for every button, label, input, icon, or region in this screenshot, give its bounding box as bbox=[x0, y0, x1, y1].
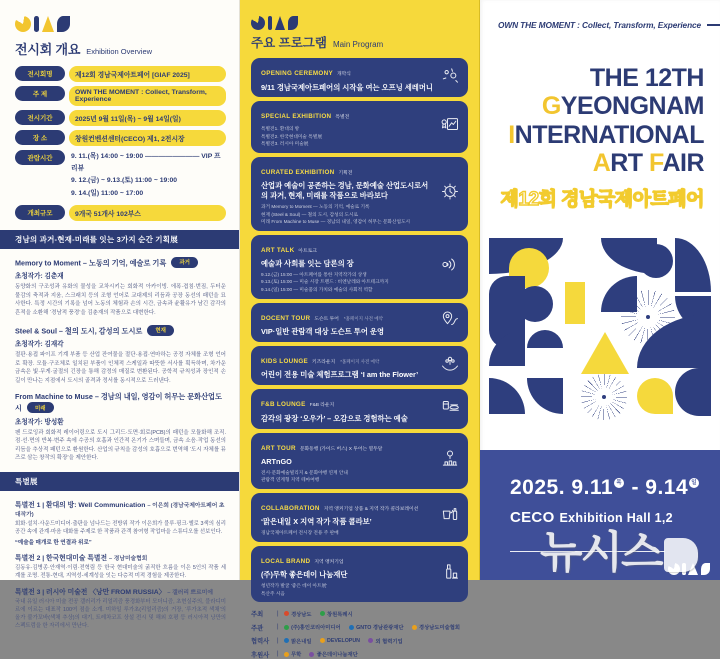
program-detail-lines bbox=[261, 582, 434, 597]
program-card bbox=[251, 157, 468, 231]
confetti-icon bbox=[440, 65, 460, 90]
sponsor-name: 경상남도 bbox=[291, 611, 312, 618]
logo-glyph bbox=[668, 563, 680, 575]
info-value-lines bbox=[69, 150, 226, 201]
special-section bbox=[15, 552, 226, 580]
program-title-en: DOCENT TOUR bbox=[261, 314, 311, 322]
sponsor-row: 협력사 | 맑은내일 DEVELOPUN 외 협력기업 bbox=[251, 637, 403, 646]
program-title-kr: 아트토크 bbox=[298, 248, 317, 254]
special-section bbox=[15, 586, 226, 630]
info-label: 장 소 bbox=[15, 130, 65, 145]
program-subtitle: Main Program bbox=[332, 40, 384, 49]
special-body: 국내 유일 러시아 미술 전공 갤러리가 리얼리즘 풍경화부터 모더니즘, 초현실주의, 블라디미르에 이르는 대표작 100여 점을 소개. 미하일 루가초(리얼리즘)의 거장, ‘루가초적 색채’의 올가 불가꼬바(색채 추상)의 대기, 트레차코프 상설 전시 및 해외 호평 등 러시아적 낭만의 스펙트럼을 한 자리에서 만난다. bbox=[15, 599, 226, 630]
program-note: *홈페이지 사전 예약 bbox=[340, 358, 380, 364]
special-sections bbox=[15, 499, 226, 631]
divider-line bbox=[510, 551, 665, 552]
info-label: 개최규모 bbox=[15, 205, 65, 220]
program-title-en: CURATED EXHIBITION bbox=[261, 168, 335, 176]
sponsor-name: DEVELOPUN bbox=[327, 637, 360, 644]
program-detail-line: 9.13.(토) 15:00 — 미술 시장 트렌드 : 비엔날레와 아트테크까지 bbox=[261, 279, 389, 285]
program-detail-lines bbox=[261, 203, 434, 226]
info-label: 관람시간 bbox=[15, 150, 65, 165]
program-detail-line: 청년작가 발굴 ‘좋은 데이 아트展’ bbox=[261, 583, 328, 589]
program-detail-lines bbox=[261, 529, 434, 537]
section-artist: 초청작가: 김춘재 bbox=[15, 273, 64, 281]
sponsor-logo-icon bbox=[320, 611, 325, 616]
sponsor-row: 주관 | (주)홍인코리아미디어 GNTO 경남관광재단 경상남도미술협회 bbox=[251, 624, 460, 632]
special-body: 회화·설치·사운드미디어·출판을 넘나드는 전방위 작가 이은희가 블루·핑크·옐로 3색의 심리 공간 속에 관계·마음 대화를 주제로 한 작품과 관객 참여형 작업마을 스튜디오를 선보인다. bbox=[15, 520, 226, 535]
program-card-header bbox=[261, 105, 434, 123]
special-speaker: – 경남미술협회 bbox=[108, 555, 148, 562]
program-title-kr: 지역 앵커기업 bbox=[314, 559, 344, 565]
info-row bbox=[15, 205, 226, 221]
special-body: 김동유·김병종·안재역·이림·전혁림 등 한국 현대미술의 굵직한 흐름을 이은 5인의 작품 세계를 조명. 전통-현대, 지역성-세계성을 잇는 다층적 미적 경험을 제공한다. bbox=[15, 564, 226, 579]
logo-glyph bbox=[251, 16, 265, 30]
program-title-kr: F&B 라운지 bbox=[309, 403, 335, 409]
giaf-logo bbox=[668, 557, 710, 570]
tagline bbox=[498, 20, 720, 30]
venue-name: CECO bbox=[510, 509, 555, 526]
program-card bbox=[251, 389, 468, 428]
sponsor-name: GNTO 경남관광재단 bbox=[356, 625, 404, 632]
section-artist: 초청작가: 김재각 bbox=[15, 341, 64, 348]
special-speaker: – 이은희 (경남국제아트페어 초대작가) bbox=[15, 502, 225, 518]
section-title: Steel & Soul – 철의 도시, 감성의 도시로 현재 bbox=[15, 325, 226, 337]
program-main-text: ‘맑은내일 X 지역 작가 작품 콜라보’ bbox=[261, 517, 372, 527]
info-label: 전시회명 bbox=[15, 66, 65, 81]
section-badge: 미래 bbox=[27, 402, 54, 413]
info-value-line: 9. 11.(목) 14:00 ~ 19:00 ―――――――― VIP 프리뷰 bbox=[71, 153, 221, 173]
logo-glyph bbox=[268, 16, 272, 30]
fair-title-segment: G bbox=[541, 92, 561, 121]
program-detail-line: 특산주 시음 bbox=[261, 590, 285, 596]
program-main-text: ARTnGO bbox=[261, 457, 292, 467]
curated-section bbox=[15, 325, 226, 386]
program-main-text: 9/11 경남국제아트페어의 시작을 여는 오프닝 세레머니 bbox=[261, 82, 433, 92]
section-artist: 초청작가: 방성환 bbox=[15, 418, 64, 426]
sponsor-name: 맑은내일 bbox=[291, 638, 312, 645]
program-card bbox=[251, 58, 468, 97]
sponsor-name: 창원특례시 bbox=[327, 611, 353, 618]
fair-title-segment: AIR bbox=[662, 148, 704, 177]
section-title: From Machine to Muse – 경남의 내일, 영감이 허무는 문화산업도시 미래 bbox=[15, 392, 222, 413]
program-title-kr: 키즈라운지 bbox=[312, 359, 336, 365]
sponsor-logo-icon bbox=[320, 638, 325, 643]
curated-sections bbox=[15, 257, 226, 463]
logo-glyph bbox=[288, 16, 299, 30]
program-detail-line: 관람객 연계형 지역 테마여행 bbox=[261, 477, 320, 483]
medal-frame-icon bbox=[440, 115, 460, 140]
day-badge-thu: 목 bbox=[614, 478, 624, 488]
info-row bbox=[15, 66, 226, 82]
program-card bbox=[251, 433, 468, 489]
day-badge-sun: 일 bbox=[689, 478, 699, 488]
logo-glyph bbox=[15, 16, 31, 32]
program-title-kr: 기획전 bbox=[338, 170, 353, 176]
panel-cover bbox=[480, 0, 720, 580]
logo-glyph bbox=[57, 16, 69, 32]
program-detail-line: 미래 From Machine to Muse — 경남의 내일, 영감이 허무는 문화산업도시 bbox=[261, 219, 411, 225]
program-detail-line: 특별전2. 한국현대미술 특별展 bbox=[261, 133, 323, 139]
fair-title-line bbox=[480, 64, 704, 92]
sponsor-items bbox=[284, 623, 460, 631]
sponsor-role-label: 주최 bbox=[251, 611, 264, 619]
sponsor-logo bbox=[368, 637, 403, 645]
program-card-header bbox=[261, 393, 434, 411]
overview-title: 전시회 개요 bbox=[15, 42, 81, 57]
sponsor-logo-icon bbox=[309, 652, 314, 657]
sponsor-logo-icon bbox=[284, 638, 289, 643]
sponsor-logo-icon bbox=[284, 611, 289, 616]
date-prefix: 2025. 9.11 bbox=[510, 476, 614, 499]
program-title-en: COLLABORATION bbox=[261, 504, 320, 512]
sponsor-items bbox=[284, 610, 353, 618]
program-detail-line: 과거 Memory to Moment — 노동의 기억, 예술로 기록 bbox=[261, 204, 370, 210]
program-card bbox=[251, 546, 468, 602]
fair-title-segment: RT bbox=[610, 148, 650, 177]
section-body: 펜 드로잉과 회화적 레이어링으로 도시 그리드·도면·회로(PCB)의 패턴을 모듈화해 조직. 점·선·면의 반복·변주 속에 수공의 호흡과 인간적 온기가 스며들며, 금속 소음·작업 동선의 리듬을 추상적 패턴으로 환원한다. 산업의 규칙을 감성의 호흡으로 번역해 ‘도시 자체를 뮤즈로 삼는 창작의 확장’을 제안한다. bbox=[15, 429, 226, 462]
program-title: 주요 프로그램 bbox=[251, 36, 327, 50]
venue-detail: Exhibition Hall 1,2 bbox=[559, 511, 673, 525]
fair-dates bbox=[510, 476, 720, 500]
venue bbox=[510, 509, 720, 527]
cup-bottle-icon bbox=[440, 505, 460, 530]
program-main-text: 산업과 예술이 공존하는 경남, 문화예술 산업도시로서의 과거, 현재, 미래를 작품으로 바라보다 bbox=[261, 181, 429, 201]
logo-glyph bbox=[682, 563, 686, 575]
program-header bbox=[251, 33, 468, 51]
special-banner: 특별展 bbox=[0, 472, 239, 491]
program-card-header bbox=[261, 437, 434, 455]
program-card-header bbox=[261, 161, 434, 179]
fair-title-segment: THE 12TH bbox=[589, 64, 704, 92]
program-card-header bbox=[261, 350, 434, 368]
sponsor-logo bbox=[284, 623, 341, 631]
info-value: 제12회 경남국제아트페어 [GIAF 2025] bbox=[69, 66, 226, 82]
program-title-en: LOCAL BRAND bbox=[261, 557, 311, 565]
sponsor-name: 외 협력기업 bbox=[375, 638, 403, 645]
program-detail-line: 특별전1. 환대의 방 bbox=[261, 126, 300, 132]
info-value: 창원컨벤션센터(CECO) 제1, 2전시장 bbox=[69, 130, 226, 146]
sponsor-logo bbox=[284, 637, 312, 645]
program-detail-lines bbox=[261, 271, 434, 294]
sponsor-logo bbox=[309, 650, 357, 658]
sponsor-logo bbox=[320, 610, 353, 618]
sponsor-logo bbox=[412, 623, 460, 631]
panel-exhibition-overview bbox=[0, 0, 240, 630]
overview-header bbox=[15, 39, 226, 58]
curated-section bbox=[15, 392, 226, 463]
program-card-header bbox=[261, 497, 434, 515]
sponsor-items bbox=[284, 637, 403, 645]
special-title: 특별전 1 | 환대의 방: Well Communication – 이은희 (경남국제아트페어 초대작가) bbox=[15, 501, 225, 518]
sponsor-logo-icon bbox=[368, 638, 373, 643]
program-detail-line: 특별전3. 러시아 미술展 bbox=[261, 141, 309, 147]
sponsor-name: (주)홍인코리아미디어 bbox=[291, 625, 341, 632]
sponsor-logo-icon bbox=[349, 625, 354, 630]
program-main-text: (주)무학 좋은데이 나눔재단 bbox=[261, 570, 348, 580]
program-card-header bbox=[261, 62, 434, 80]
logo-glyph bbox=[34, 16, 39, 32]
fair-title-segment: NTERNATIONAL bbox=[514, 120, 704, 149]
sponsor-name: 경상남도미술협회 bbox=[419, 625, 460, 632]
sponsor-logo bbox=[349, 623, 404, 631]
program-card-header bbox=[261, 550, 434, 568]
fair-title bbox=[480, 64, 720, 177]
special-title: 특별전 2 | 한국현대미술 특별전 – 경남미술협회 bbox=[15, 554, 148, 562]
speech-icon bbox=[440, 254, 460, 279]
sponsor-items bbox=[284, 650, 358, 658]
program-note: *홈페이지 사전 예약 bbox=[343, 315, 383, 321]
program-card-list bbox=[251, 58, 468, 602]
program-main-text: 예술과 사회를 잇는 담론의 장 bbox=[261, 259, 354, 269]
info-label: 전시기간 bbox=[15, 110, 65, 125]
special-quote: “예술을 매개로 한 연결과 위로” bbox=[15, 539, 92, 546]
special-title: 특별전 3 | 러시아 미술전 〈낭만 FROM RUSSIA〉 – 갤러리 쁘르미에 bbox=[15, 589, 213, 597]
sponsor-logo-icon bbox=[284, 652, 289, 657]
program-title-en: ART TOUR bbox=[261, 444, 296, 452]
program-detail-lines bbox=[261, 469, 434, 484]
logo-glyph bbox=[275, 16, 285, 30]
program-card-header bbox=[261, 239, 434, 257]
panel-main-program bbox=[240, 0, 480, 659]
fair-title-line bbox=[480, 149, 704, 177]
program-detail-lines bbox=[261, 125, 434, 148]
program-title-kr: 특별전 bbox=[335, 115, 350, 121]
food-drink-icon bbox=[440, 396, 460, 421]
info-value-line: 9. 12.(금) ~ 9.13.(토) 11:00 ~ 19:00 bbox=[71, 177, 178, 185]
overview-subtitle: Exhibition Overview bbox=[86, 47, 153, 56]
curated-banner: 경남의 과거-현재-미래를 잇는 3가지 순간 기획展 bbox=[0, 230, 239, 249]
sponsor-name: 무학 bbox=[291, 652, 302, 659]
program-card-header bbox=[261, 307, 434, 325]
program-title-en: SPECIAL EXHIBITION bbox=[261, 113, 332, 121]
program-main-text: VIP·일반 관람객 대상 도슨트 투어 운영 bbox=[261, 327, 385, 337]
giaf-logo bbox=[251, 12, 468, 27]
program-main-text: 감각의 광장 ‘오우가’ – 오감으로 경험하는 예술 bbox=[261, 413, 408, 423]
program-title-en: KIDS LOUNGE bbox=[261, 357, 309, 365]
info-value: OWN THE MOMENT : Collect, Transform, Experience bbox=[69, 86, 226, 106]
section-title: Memory to Moment – 노동의 기억, 예술로 기록 과거 bbox=[15, 257, 226, 269]
fair-title-korean: 제12회 경남국제아트페어 bbox=[500, 189, 704, 210]
newsis-watermark-text: 뉴시스 bbox=[540, 528, 662, 577]
sponsor-logo-icon bbox=[412, 625, 417, 630]
program-detail-line: 전시·문화예술빌리지 & 문화야행 연계 안내 bbox=[261, 469, 348, 475]
info-row bbox=[15, 130, 226, 146]
curated-section bbox=[15, 257, 226, 318]
giaf-logo bbox=[15, 14, 226, 31]
logo-glyph bbox=[688, 563, 698, 575]
fair-title-segment: YEONGNAM bbox=[560, 92, 704, 121]
program-detail-line: 경남국제아트페어 전시장 전용 주 판매 bbox=[261, 530, 339, 536]
program-detail-line: 9.12.(금) 15:00 — 아트페어를 통한 지역작가의 상생 bbox=[261, 271, 367, 277]
section-body: 동양화의 구조성과 유화의 물성을 교차시키는 회화적 아카이빙. 에폭·겹침·번짐, 두터운 물감의 축적과 지움, 스크래치 등의 조형 언어로 교대제의 리듬과 공장 동선의 패턴을 묘사한다. 특정 시간의 기록을 넘어 노동의 체험과 손의 시간, 금속과 윤활유가 남긴 감각의 흔적을 소환해 ‘경남적 풍경’을 김춘재의 작품으로 대변한다. bbox=[15, 284, 226, 316]
program-title-kr: 지역 앵커기업 상품 & 지역 작가 콜라보레이션 bbox=[323, 506, 419, 512]
sponsor-row: 주최 | 경상남도 창원특례시 bbox=[251, 610, 353, 619]
exhibition-info-table bbox=[15, 66, 226, 221]
hands-flower-icon bbox=[440, 353, 460, 378]
info-row bbox=[15, 110, 226, 126]
sponsor-logo bbox=[284, 610, 312, 618]
program-title-en: OPENING CEREMONY bbox=[261, 70, 333, 77]
geometric-artwork bbox=[489, 238, 711, 422]
map-pin-icon bbox=[440, 310, 460, 335]
program-card bbox=[251, 101, 468, 153]
program-title-kr: 개막식 bbox=[336, 72, 351, 77]
program-title-en: F&B LOUNGE bbox=[261, 401, 306, 409]
program-title-kr: 문화동행 (가이드 버스) X 투어는 열두달 bbox=[299, 446, 383, 452]
info-row bbox=[15, 86, 226, 106]
program-detail-line: 현재 (Steel & Soul) — 철의 도시, 감성의 도시로 bbox=[261, 211, 359, 217]
section-badge: 현재 bbox=[147, 325, 174, 336]
logo-glyph bbox=[701, 563, 710, 575]
sponsor-name: 좋은데이나눔재단 bbox=[316, 652, 358, 659]
sponsor-role-label: 주관 bbox=[251, 624, 264, 632]
date-mid: - 9.14 bbox=[625, 476, 689, 499]
program-card bbox=[251, 235, 468, 299]
program-card bbox=[251, 303, 468, 342]
sponsor-logo bbox=[320, 638, 360, 644]
section-body: 절판·용접 파이프 기계 부품 등 산업 잔여물을 절단·용접·연마하는 공정 자체를 조형 언어로 확장. 모듈·구조체로 일치된 부품이 인체적 스케일과 따뜻한 서사를 획득하며, 차가운 금속은 빛·무게·굴절의 긴장을 통해 감정의 매질로 변환된다. 공학적 규칙성과 장인적 손길이 만나는 지점에서 도시의 골격과 정서를 동시적으로 드러낸다. bbox=[15, 352, 226, 384]
sponsor-role-label: 후원사 bbox=[251, 651, 270, 659]
location-route-icon bbox=[440, 448, 460, 473]
bottle-glass-icon bbox=[440, 561, 460, 586]
sponsor-rows bbox=[251, 609, 468, 659]
program-title-en: ART TALK bbox=[261, 246, 295, 254]
info-value: 2025년 9월 11일(목) ~ 9월 14일(일) bbox=[69, 110, 226, 126]
gear-clock-icon bbox=[440, 181, 460, 206]
info-value: 9개국 51개사 102부스 bbox=[69, 205, 226, 221]
fair-title-segment: F bbox=[649, 148, 663, 177]
tagline-text: OWN THE MOMENT : Collect, Transform, Experience bbox=[498, 20, 702, 30]
info-row bbox=[15, 150, 226, 201]
special-section bbox=[15, 499, 226, 546]
tagline-rule bbox=[707, 24, 720, 26]
fair-title-line bbox=[480, 121, 704, 149]
fair-title-line bbox=[480, 92, 704, 120]
program-card bbox=[251, 493, 468, 542]
date-venue-box bbox=[480, 450, 720, 580]
sponsor-logo-icon bbox=[284, 625, 289, 630]
logo-glyph bbox=[42, 16, 54, 32]
program-card bbox=[251, 346, 468, 385]
info-value-line: 9. 14.(일) 11:00 ~ 17:00 bbox=[71, 189, 144, 197]
info-label: 주 제 bbox=[15, 86, 65, 101]
program-detail-line: 9.14.(일) 15:00 — 미술품의 가치와 예술의 사회적 역할 bbox=[261, 287, 373, 292]
section-badge: 과거 bbox=[171, 257, 198, 268]
fair-title-segment: I bbox=[508, 120, 515, 149]
program-main-text: 어린이 전용 미술 체험프로그램 ‘I am the Flower’ bbox=[261, 370, 419, 380]
sponsor-logo bbox=[284, 650, 302, 658]
fair-title-segment: A bbox=[592, 148, 611, 177]
special-speaker: – 갤러리 쁘르미에 bbox=[167, 590, 213, 597]
program-title-kr: 도슨트 투어 bbox=[314, 316, 339, 322]
sponsor-row: 후원사 | 무학 좋은데이나눔재단 bbox=[251, 651, 358, 659]
sponsor-role-label: 협력사 bbox=[251, 638, 270, 646]
